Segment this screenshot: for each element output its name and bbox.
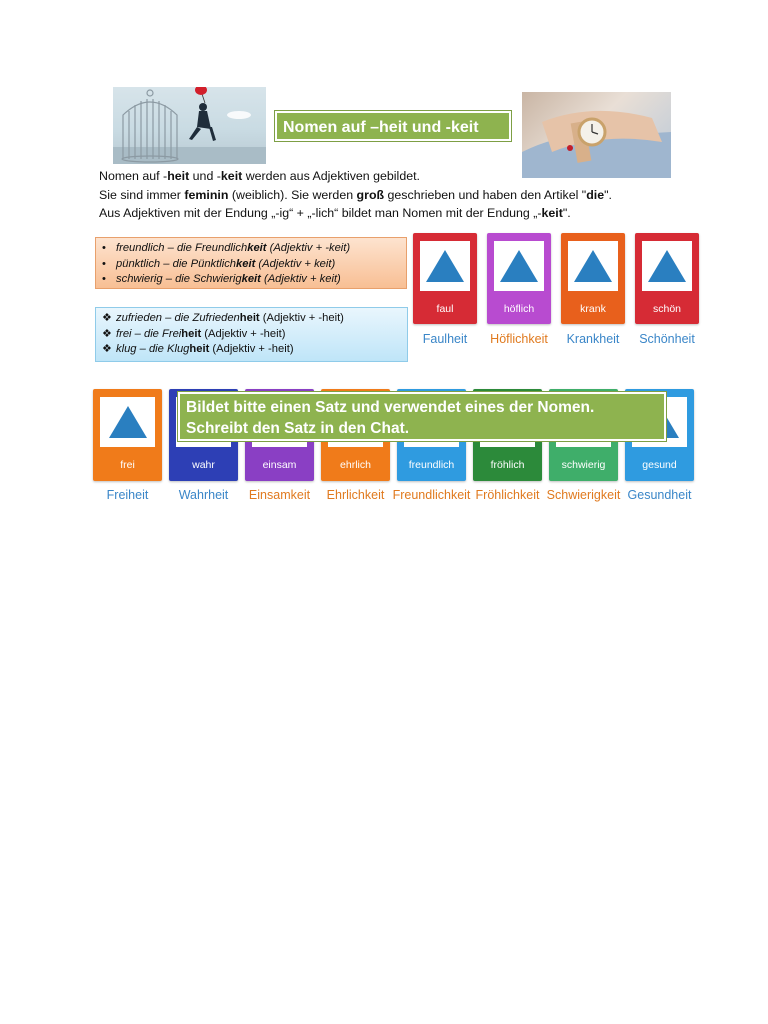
card-adjective: faul [436, 303, 454, 315]
example-line: • freundlich – die Freundlichkeit (Adjektiv + -keit) [102, 242, 351, 254]
keit-examples-box [95, 237, 407, 289]
tile [420, 241, 470, 291]
card-noun-caption: Einsamkeit [248, 488, 311, 502]
intro-line-1: Nomen auf -heit und -keit werden aus Adjektiven gebildet. [99, 169, 420, 183]
card-adjective: freundlich [408, 459, 455, 471]
card-noun-caption: Krankheit [566, 332, 620, 346]
card-adjective: höflich [503, 303, 535, 315]
card-adjective: schön [652, 303, 682, 315]
tile [642, 241, 692, 291]
card-adjective: fröhlich [490, 459, 525, 471]
wristwatch-image [522, 92, 671, 178]
card-adjective: wahr [192, 459, 215, 471]
card-noun-caption: Freundlichkeit [392, 488, 471, 502]
tile [100, 397, 155, 447]
example-line: ❖ zufrieden – die Zufriedenheit (Adjektiv + -heit) [102, 312, 344, 324]
card-noun-caption: Gesundheit [627, 488, 692, 502]
example-line: ❖ klug – die Klugheit (Adjektiv + -heit) [102, 343, 294, 355]
card-adjective: schwierig [561, 459, 606, 471]
birdcage-image [113, 87, 266, 164]
word-card [635, 233, 699, 324]
task-banner [178, 392, 666, 441]
card-noun-caption: Schwierigkeit [546, 488, 621, 502]
triangle-icon [107, 404, 149, 440]
card-noun-caption: Ehrlichkeit [326, 488, 385, 502]
tile [494, 241, 544, 291]
card-noun-caption: Fröhlichkeit [475, 488, 540, 502]
card-adjective: ehrlich [340, 459, 371, 471]
card-noun-caption: Höflichkeit [490, 332, 548, 346]
page-title: Nomen auf –heit und -keit [275, 111, 511, 141]
example-line: • pünktlich – die Pünktlichkeit (Adjektiv + keit) [102, 257, 336, 270]
card-noun-caption: Schönheit [639, 332, 695, 346]
card-noun-caption: Wahrheit [178, 488, 229, 502]
task-line-2: Schreibt den Satz in den Chat. [186, 420, 410, 437]
example-line: • schwierig – die Schwierigkeit (Adjektiv + keit) [102, 273, 341, 285]
task-line-1: Bildet bitte einen Satz und verwendet eines der Nomen. [186, 399, 595, 416]
triangle-icon [572, 248, 614, 284]
intro-line-3: Aus Adjektiven mit der Endung „-ig“ + „-lich“ bildet man Nomen mit der Endung „-keit". [99, 206, 571, 220]
intro-line-2: Sie sind immer feminin (weiblich). Sie werden groß geschrieben und haben den Artikel "die". [99, 187, 612, 202]
card-noun-caption: Freiheit [106, 488, 149, 502]
example-line: ❖ frei – die Freiheit (Adjektiv + -heit) [102, 327, 286, 340]
card-noun-caption: Faulheit [422, 332, 468, 346]
word-card [413, 233, 477, 324]
triangle-icon [498, 248, 540, 284]
heit-examples-box [95, 307, 408, 362]
tile [568, 241, 618, 291]
card-adjective: krank [580, 303, 606, 315]
intro-text [99, 167, 699, 223]
word-card [487, 233, 551, 324]
card-adjective: gesund [642, 459, 677, 471]
triangle-icon [646, 248, 688, 284]
word-card [561, 233, 625, 324]
card-adjective: frei [120, 459, 135, 471]
triangle-icon [424, 248, 466, 284]
card-adjective: einsam [262, 459, 297, 471]
word-card [93, 389, 162, 481]
